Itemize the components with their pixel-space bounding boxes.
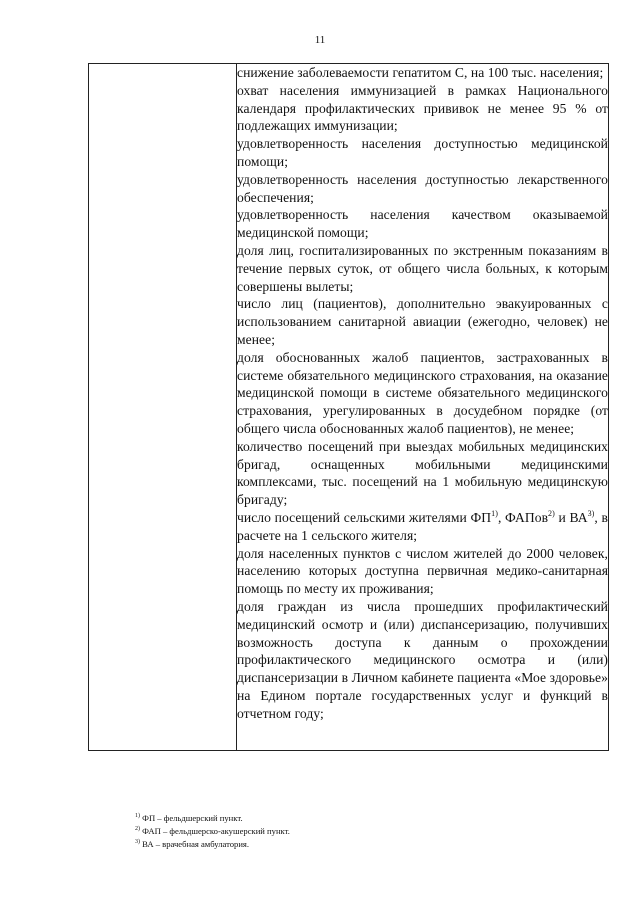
footnotes <box>135 812 555 851</box>
footnote <box>135 825 555 838</box>
indicator-item: число лиц (пациентов), дополнительно эвакуированных с использованием санитарной авиации (ежегодно, человек) не менее; <box>237 296 608 347</box>
table-left-cell <box>89 64 237 751</box>
indicator-item: доля лиц, госпитализированных по экстренным показаниям в течение первых суток, от общего числа больных, к которым совершены вылеты; <box>237 242 608 294</box>
indicator-item: снижение заболеваемости гепатитом С, на 100 тыс. населения; <box>237 65 604 80</box>
indicator-text: и ВА <box>554 509 588 525</box>
indicator-item-rural-visits <box>237 509 608 545</box>
footnote-mark: 2) <box>135 826 140 832</box>
footnote-ref: 3) <box>587 508 595 518</box>
indicator-item: удовлетворенность населения качеством оказываемой медицинской помощи; <box>237 207 608 241</box>
table-right-cell <box>237 64 609 751</box>
footnote-text: ФАП – фельдшерско-акушерский пункт. <box>142 826 290 836</box>
footnote <box>135 838 555 851</box>
indicator-item: удовлетворенность населения доступностью медицинской помощи; <box>237 136 608 169</box>
indicator-item: количество посещений при выездах мобильных медицинских бригад, оснащенных мобильными медицинскими комплексами, тыс. посещений на 1 мобильную медицинскую бригаду; <box>237 438 608 508</box>
indicator-text: , в расчете на 1 сельского жителя; <box>237 509 608 543</box>
indicator-item: доля обоснованных жалоб пациентов, застрахованных в системе обязательного медицинского страхования, на оказание медицинской помощи в системе обязательного медицинского страхования, урегулированных в досудебном порядке (от общего числа обоснованных жалоб пациентов), не менее; <box>237 349 608 436</box>
footnote-mark: 1) <box>135 813 140 819</box>
footnote-text: ФП – фельдшерский пункт. <box>142 813 243 823</box>
indicator-item: доля населенных пунктов с числом жителей до 2000 человек, населению которых доступна первичная медико-санитарная помощь по месту их проживания; <box>237 545 608 597</box>
footnote <box>135 812 555 825</box>
indicators-table <box>88 63 609 751</box>
footnote-mark: 3) <box>135 839 140 845</box>
footnote-ref: 1) <box>491 508 498 518</box>
page-number: 11 <box>314 34 326 46</box>
footnote-text: ВА – врачебная амбулатория. <box>142 839 250 849</box>
indicator-text: число посещений сельскими жителями ФП <box>237 509 492 525</box>
indicator-item: удовлетворенность населения доступностью лекарственного обеспечения; <box>237 171 608 205</box>
footnote-ref: 2) <box>548 508 555 518</box>
indicator-text: , ФАПов <box>497 509 549 525</box>
indicator-item: доля граждан из числа прошедших профилактический медицинский осмотр и (или) диспансеризацию, получивших возможность доступа к данным о прохождении профилактического медицинского осмотра и (или) диспансеризации в Личном кабинете пациента «Мое здоровье» на Едином портале государственных услуг и функций в отчетном году; <box>237 598 608 721</box>
indicator-item: охват населения иммунизацией в рамках Национального календаря профилактических прививок не менее 95 % от подлежащих иммунизации; <box>237 82 608 134</box>
table-row <box>89 64 609 751</box>
